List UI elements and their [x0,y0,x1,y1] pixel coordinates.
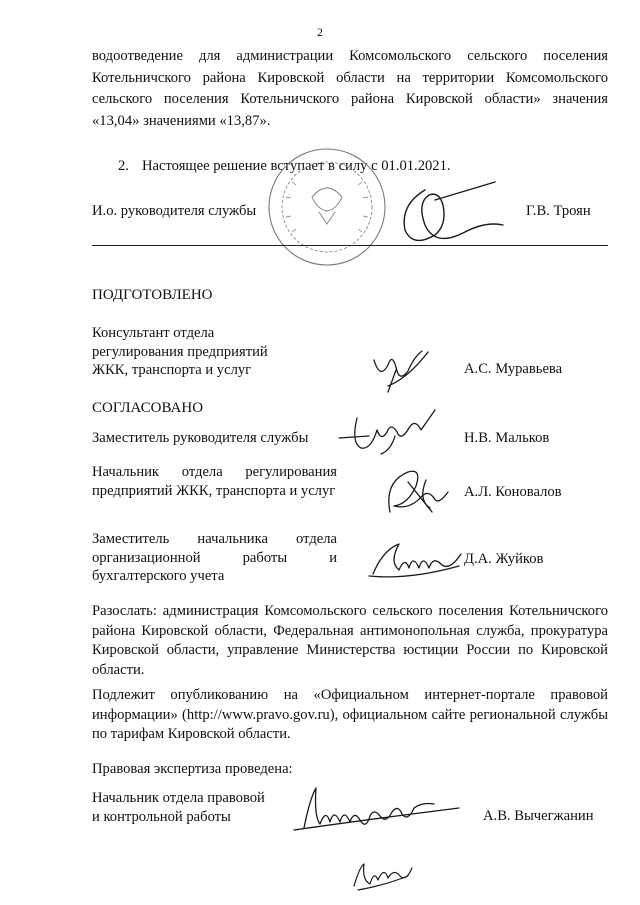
approver-2-signature-image [378,462,463,522]
item-2-number: 2. [118,158,129,174]
prepared-role [92,324,337,380]
separator-line [92,245,608,246]
approver-name: Д.А. Жуйков [464,551,544,567]
decision-paragraph-1: водоотведение для администрации Комсомольского сельского поселения Котельничского района Кировской области на территории Комсомольского сельского поселения Котельничского района Кировской области» значения «13,04» значениями «13,87». [92,48,608,129]
approved-heading: СОГЛАСОВАНО [92,400,204,416]
publication-note: Подлежит опубликованию на «Официальном интернет-портале правовой информации» (http://www.pravo.gov.ru), официальном сайте региональной службы по тарифам Кировской области. [92,687,608,742]
distribution-list: Разослать: администрация Комсомольского сельского поселения Котельничского района Кировской области, Федеральная антимонопольная служба, прокуратура Кировской области, управление Министерства юстиции России по Кировской области. [92,603,608,678]
prepared-signature-image [368,340,438,395]
legal-review-role [92,789,265,826]
prepared-heading: ПОДГОТОВЛЕНО [92,287,213,303]
approver-role: Начальник отдела регулирования предприятий ЖКК, транспорта и услуг [92,464,337,499]
page-number: 2 [317,25,323,39]
prepared-role-line: ЖКК, транспорта и услуг [92,362,252,378]
main-signatory-name: Г.В. Троян [526,203,591,219]
approver-3-signature-image [365,530,465,585]
legal-review-role-line: Начальник отдела правовой [92,790,265,806]
prepared-role-line: регулирования предприятий [92,343,268,360]
official-stamp-image [262,142,392,272]
legal-review-role-line: и контрольной работы [92,808,231,825]
initials-image [348,856,418,896]
approver-role: Заместитель начальника отдела организационной работы и бухгалтерского учета [92,531,337,584]
prepared-name: А.С. Муравьева [464,361,563,377]
legal-review-note: Правовая экспертиза проведена: [92,761,293,777]
approver-1-signature-image [335,406,450,461]
approver-name: Н.В. Мальков [464,430,550,446]
item-2-text: Настоящее решение вступает в силу с 01.01.2021. [142,158,451,174]
prepared-role-line: Консультант отдела [92,325,215,341]
legal-review-signature-image [290,778,465,838]
approver-role: Заместитель руководителя службы [92,430,309,446]
legal-review-name: А.В. Вычегжанин [483,808,594,824]
main-signature-image [395,170,505,250]
approver-name: А.Л. Коновалов [464,484,562,500]
main-signatory-role: И.о. руководителя службы [92,203,257,219]
